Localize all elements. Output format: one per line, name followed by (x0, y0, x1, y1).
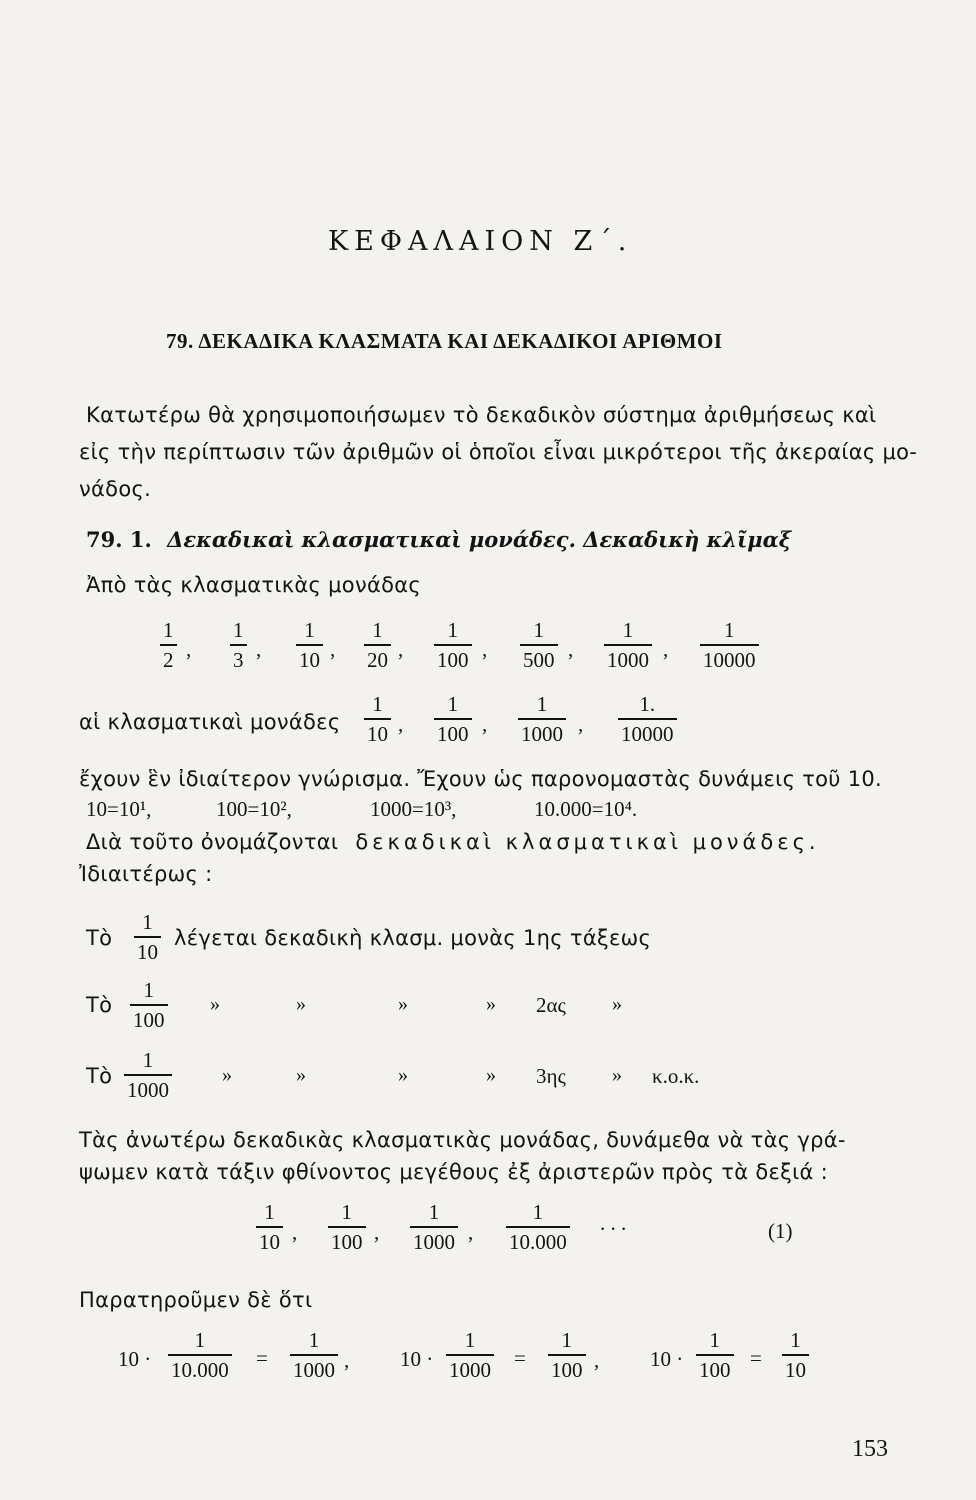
ditto-mark: » (612, 1064, 622, 1086)
unit-fraction: 1 3 (230, 620, 247, 671)
ditto-mark: » (612, 993, 622, 1015)
equation-fraction: 1 10.000 (168, 1330, 232, 1381)
ditto-mark: » (398, 1064, 408, 1086)
from-units-text: Ἀπὸ τὰς κλασματικὰς μονάδας (86, 573, 422, 597)
power-4: 10.000=10⁴. (534, 797, 638, 821)
unit-fraction: 1 100 (434, 620, 472, 671)
order-to-2: Τὸ (86, 993, 113, 1017)
sequence-fraction: 1 1000 (410, 1202, 458, 1253)
section-title: 79. ΔΕΚΑΔΙΚΑ ΚΛΑΣΜΑΤΑ ΚΑΙ ΔΕΚΑΔΙΚΟΙ ΑΡΙΘΜΟΙ (166, 329, 723, 353)
sequence-fraction: 1 10 (256, 1202, 283, 1253)
power-1: 10=10¹, (86, 797, 152, 821)
times-ten: 10 · (650, 1347, 684, 1371)
observe-text: Παρατηροῦμεν δὲ ὅτι (79, 1288, 313, 1312)
intro-line-2: εἰς τὴν περίπτωσιν τῶν ἀριθμῶν οἱ ὁποῖοι εἶναι μικρότεροι τῆς ἀκεραίας μο- (79, 440, 918, 464)
decimal-units-label: αἱ κλασματικαὶ μονάδες (79, 710, 341, 734)
naming-intro: Διὰ τοῦτο ὀνομάζονται (86, 830, 339, 854)
equation-fraction: 1 1000 (290, 1330, 338, 1381)
subsection-heading (86, 527, 791, 552)
order-2-ordinal: 2ας (536, 993, 566, 1017)
particularly-text: Ἰδιαιτέρως : (79, 862, 213, 886)
sequence-dots: . . . (600, 1211, 627, 1235)
unit-fraction: 1 20 (364, 620, 391, 671)
subsection-number: 79. 1. (86, 527, 152, 552)
subsection-title: Δεκαδικαὶ κλασματικαὶ μονάδες. Δεκαδικὴ κλῖμαξ (167, 527, 792, 552)
unit-fraction: 1 10 (296, 620, 323, 671)
times-ten: 10 · (118, 1347, 152, 1371)
sequence-fraction: 1 100 (328, 1202, 366, 1253)
equals-sign: = (514, 1346, 526, 1370)
equation-fraction: 1 1000 (446, 1330, 494, 1381)
decimal-unit-fraction: 1 100 (434, 694, 472, 745)
unit-fraction: 1 2 (160, 620, 177, 671)
write-line-2: ψωμεν κατὰ τάξιν φθίνοντος μεγέθους ἐξ ἀριστερῶν πρὸς τὰ δεξιά : (79, 1160, 829, 1184)
equation-fraction: 1 100 (548, 1330, 586, 1381)
intro-line-3: νάδος. (79, 477, 152, 501)
unit-fraction: 1 500 (520, 620, 558, 671)
intro-line-1: Κατωτέρω θὰ χρησιμοποιήσωμεν τὸ δεκαδικὸν σύστημα ἀριθμήσεως καὶ (86, 403, 877, 427)
ditto-mark: » (486, 1064, 496, 1086)
ditto-mark: » (210, 993, 220, 1015)
feature-text: ἔχουν ἓν ἰδιαίτερον γνώρισμα. Ἔχουν ὡς παρονομαστὰς δυνάμεις τοῦ 10. (79, 767, 883, 791)
equals-sign: = (750, 1346, 762, 1370)
order-1-text: λέγεται δεκαδικὴ κλασμ. μονὰς 1ης τάξεως (174, 926, 652, 950)
order-to-3: Τὸ (86, 1064, 113, 1088)
ditto-mark: » (296, 993, 306, 1015)
power-2: 100=10², (216, 797, 292, 821)
decimal-unit-fraction: 1 1000 (518, 694, 566, 745)
ditto-mark: » (222, 1064, 232, 1086)
naming-term: δεκαδικαὶ κλασματικαὶ μονάδες. (355, 830, 820, 854)
decimal-unit-fraction: 1 10 (364, 694, 391, 745)
order-fraction-1: 1 10 (134, 912, 161, 963)
decimal-unit-fraction: 1. 10000 (618, 694, 677, 745)
ditto-mark: » (398, 993, 408, 1015)
order-to-1: Τὸ (86, 926, 113, 950)
order-fraction-2: 1 100 (130, 980, 168, 1031)
ditto-mark: » (296, 1064, 306, 1086)
order-fraction-3: 1 1000 (124, 1050, 172, 1101)
order-3-ordinal: 3ης (536, 1064, 566, 1088)
unit-fraction: 1 10000 (700, 620, 759, 671)
equals-sign: = (256, 1346, 268, 1370)
sequence-fraction: 1 10.000 (506, 1202, 570, 1253)
equation-fraction: 1 10 (782, 1330, 809, 1381)
power-3: 1000=10³, (370, 797, 457, 821)
page-number: 153 (852, 1436, 888, 1462)
unit-fraction: 1 1000 (604, 620, 652, 671)
write-line-1: Τὰς ἀνωτέρω δεκαδικὰς κλασματικὰς μονάδας, δυνάμεθα νὰ τὰς γρά- (79, 1128, 846, 1152)
equation-fraction: 1 100 (696, 1330, 734, 1381)
naming-line (86, 830, 820, 854)
equation-label: (1) (768, 1219, 793, 1243)
times-ten: 10 · (400, 1347, 434, 1371)
chapter-title: ΚΕΦΑΛΑΙΟΝ Ζ΄. (328, 226, 633, 257)
ditto-mark: » (486, 993, 496, 1015)
etc-text: κ.ο.κ. (652, 1064, 700, 1088)
